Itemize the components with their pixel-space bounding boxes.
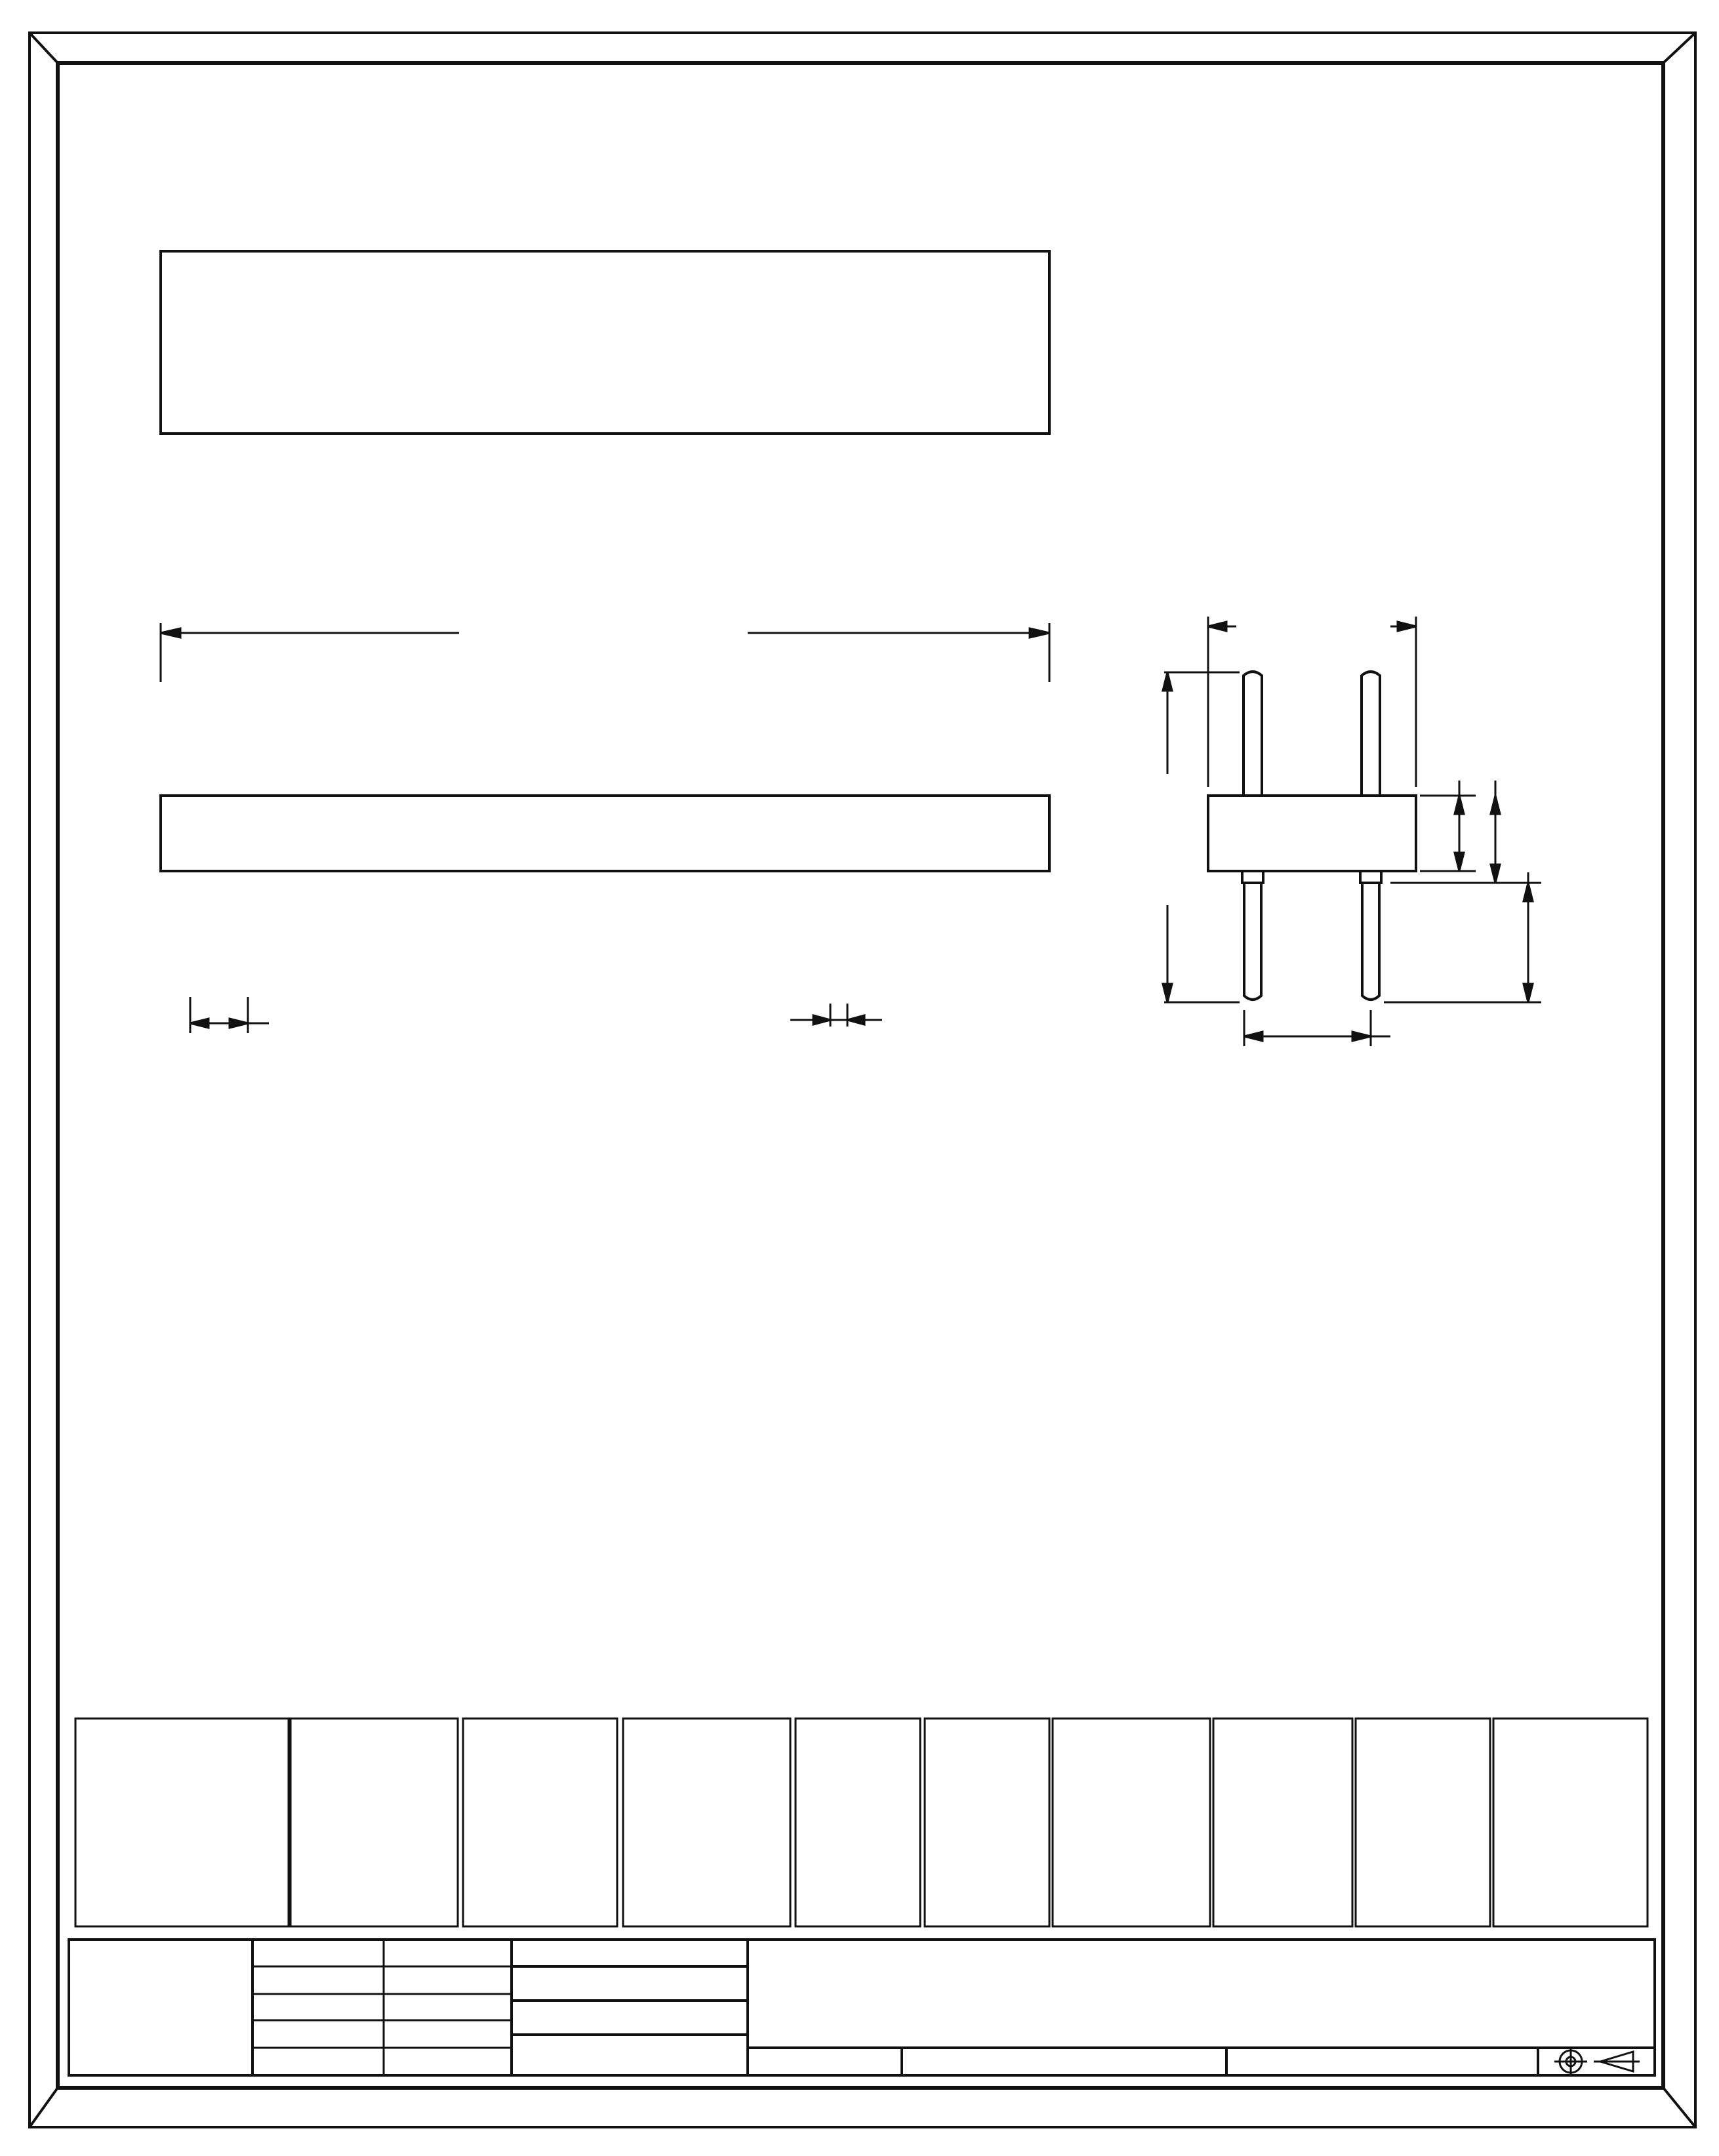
outer-frame — [30, 33, 1695, 2127]
front-view-body — [161, 796, 1049, 871]
inner-frame — [58, 63, 1663, 2088]
top-view-body — [161, 251, 1049, 434]
side-view-body — [1208, 796, 1416, 871]
projection-symbol-icon — [1554, 2046, 1640, 2076]
